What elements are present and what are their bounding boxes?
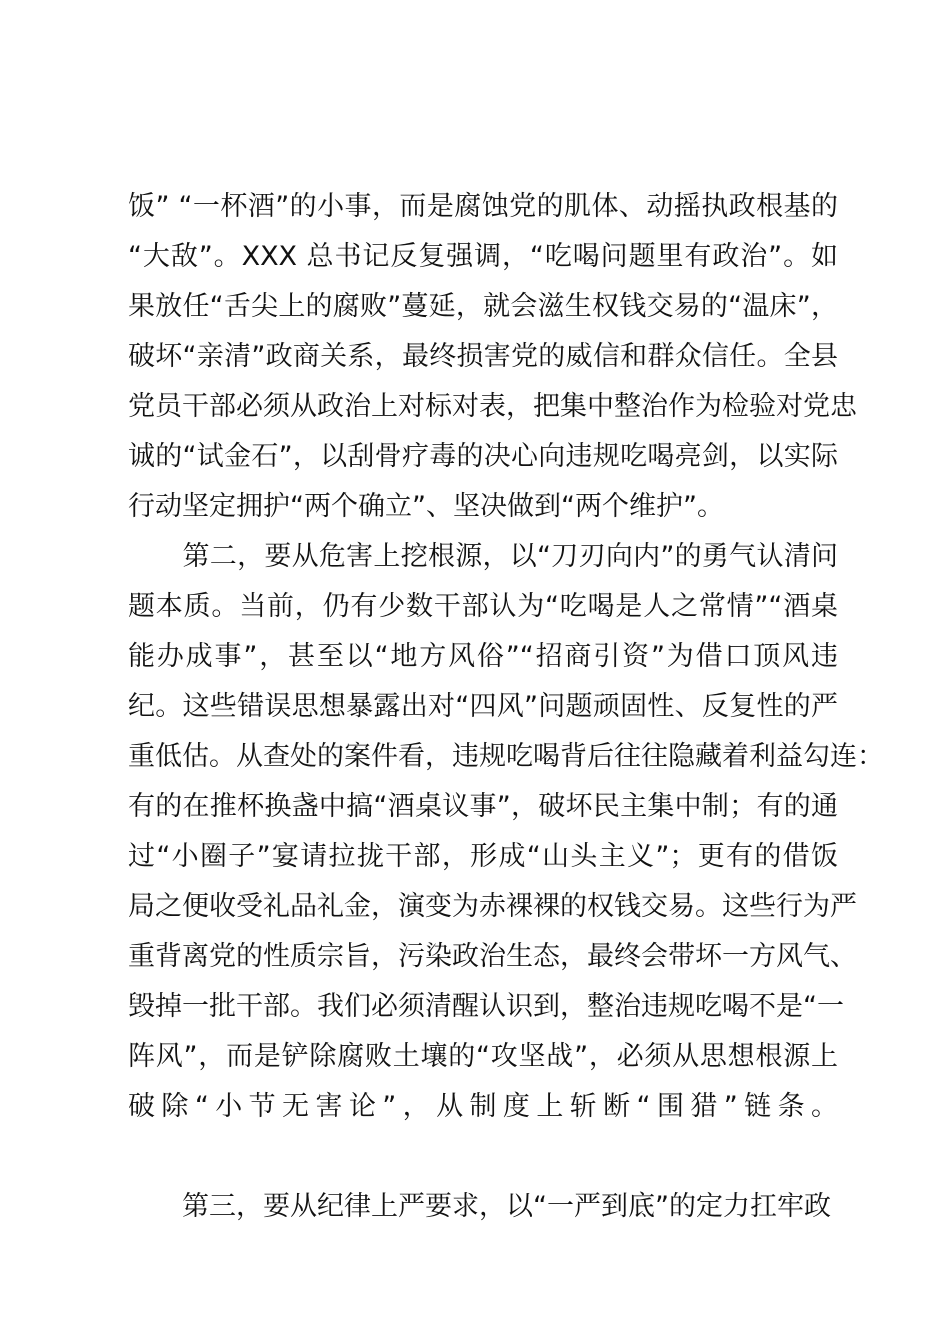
text-line: 饭” “一杯酒”的小事，而是腐蚀党的肌体、动摇执政根基的 <box>128 191 838 222</box>
text-line: 党员干部必须从政治上对标对表，把集中整治作为检验对党忠 <box>128 391 857 422</box>
text-line: 过“小圈子”宴请拉拢干部，形成“山头主义”；更有的借饭 <box>128 841 838 872</box>
text-line: 阵风”，而是铲除腐败土壤的“攻坚战”，必须从思想根源上 <box>128 1041 838 1072</box>
text-line: 行动坚定拥护“两个确立”、坚决做到“两个维护”。 <box>128 491 724 522</box>
text-line: “大敌”。XXX 总书记反复强调，“吃喝问题里有政治”。如 <box>128 241 838 272</box>
text-line: 破坏“亲清”政商关系，最终损害党的威信和群众信任。全县 <box>128 341 838 372</box>
document-body <box>128 182 884 1232</box>
text-line: 果放任“舌尖上的腐败”蔓延，就会滋生权钱交易的“温床”， <box>128 291 838 322</box>
paragraph-2 <box>128 532 884 1182</box>
text-line: 第三，要从纪律上严要求，以“一严到底”的定力扛牢政 <box>128 1191 831 1222</box>
text-line: 局之便收受礼品礼金，演变为赤裸裸的权钱交易。这些行为严 <box>128 891 857 922</box>
text-line: 能办成事”，甚至以“地方风俗”“招商引资”为借口顶风违 <box>128 641 838 672</box>
text-line: 第二，要从危害上挖根源，以“刀刃向内”的勇气认清问 <box>128 541 838 572</box>
text-line: 诚的“试金石”，以刮骨疗毒的决心向违规吃喝亮剑，以实际 <box>128 441 838 472</box>
text-line: 破除“小节无害论”，从制度上斩断“围猎”链条。 <box>128 1091 838 1122</box>
text-line: 毁掉一批干部。我们必须清醒认识到，整治违规吃喝不是“一 <box>128 991 844 1022</box>
text-line: 重背离党的性质宗旨，污染政治生态，最终会带坏一方风气、 <box>128 941 857 972</box>
text-line <box>128 1132 838 1182</box>
text-line: 纪。这些错误思想暴露出对“四风”问题顽固性、反复性的严 <box>128 691 838 722</box>
paragraph-3 <box>128 1182 838 1232</box>
text-line: 题本质。当前，仍有少数干部认为“吃喝是人之常情”“酒桌 <box>128 591 838 622</box>
text-line: 有的在推杯换盏中搞“酒桌议事”，破坏民主集中制；有的通 <box>128 791 838 822</box>
text-line: 重低估。从查处的案件看，违规吃喝背后往往隐藏着利益勾连： <box>128 741 884 772</box>
paragraph-1 <box>128 182 857 532</box>
